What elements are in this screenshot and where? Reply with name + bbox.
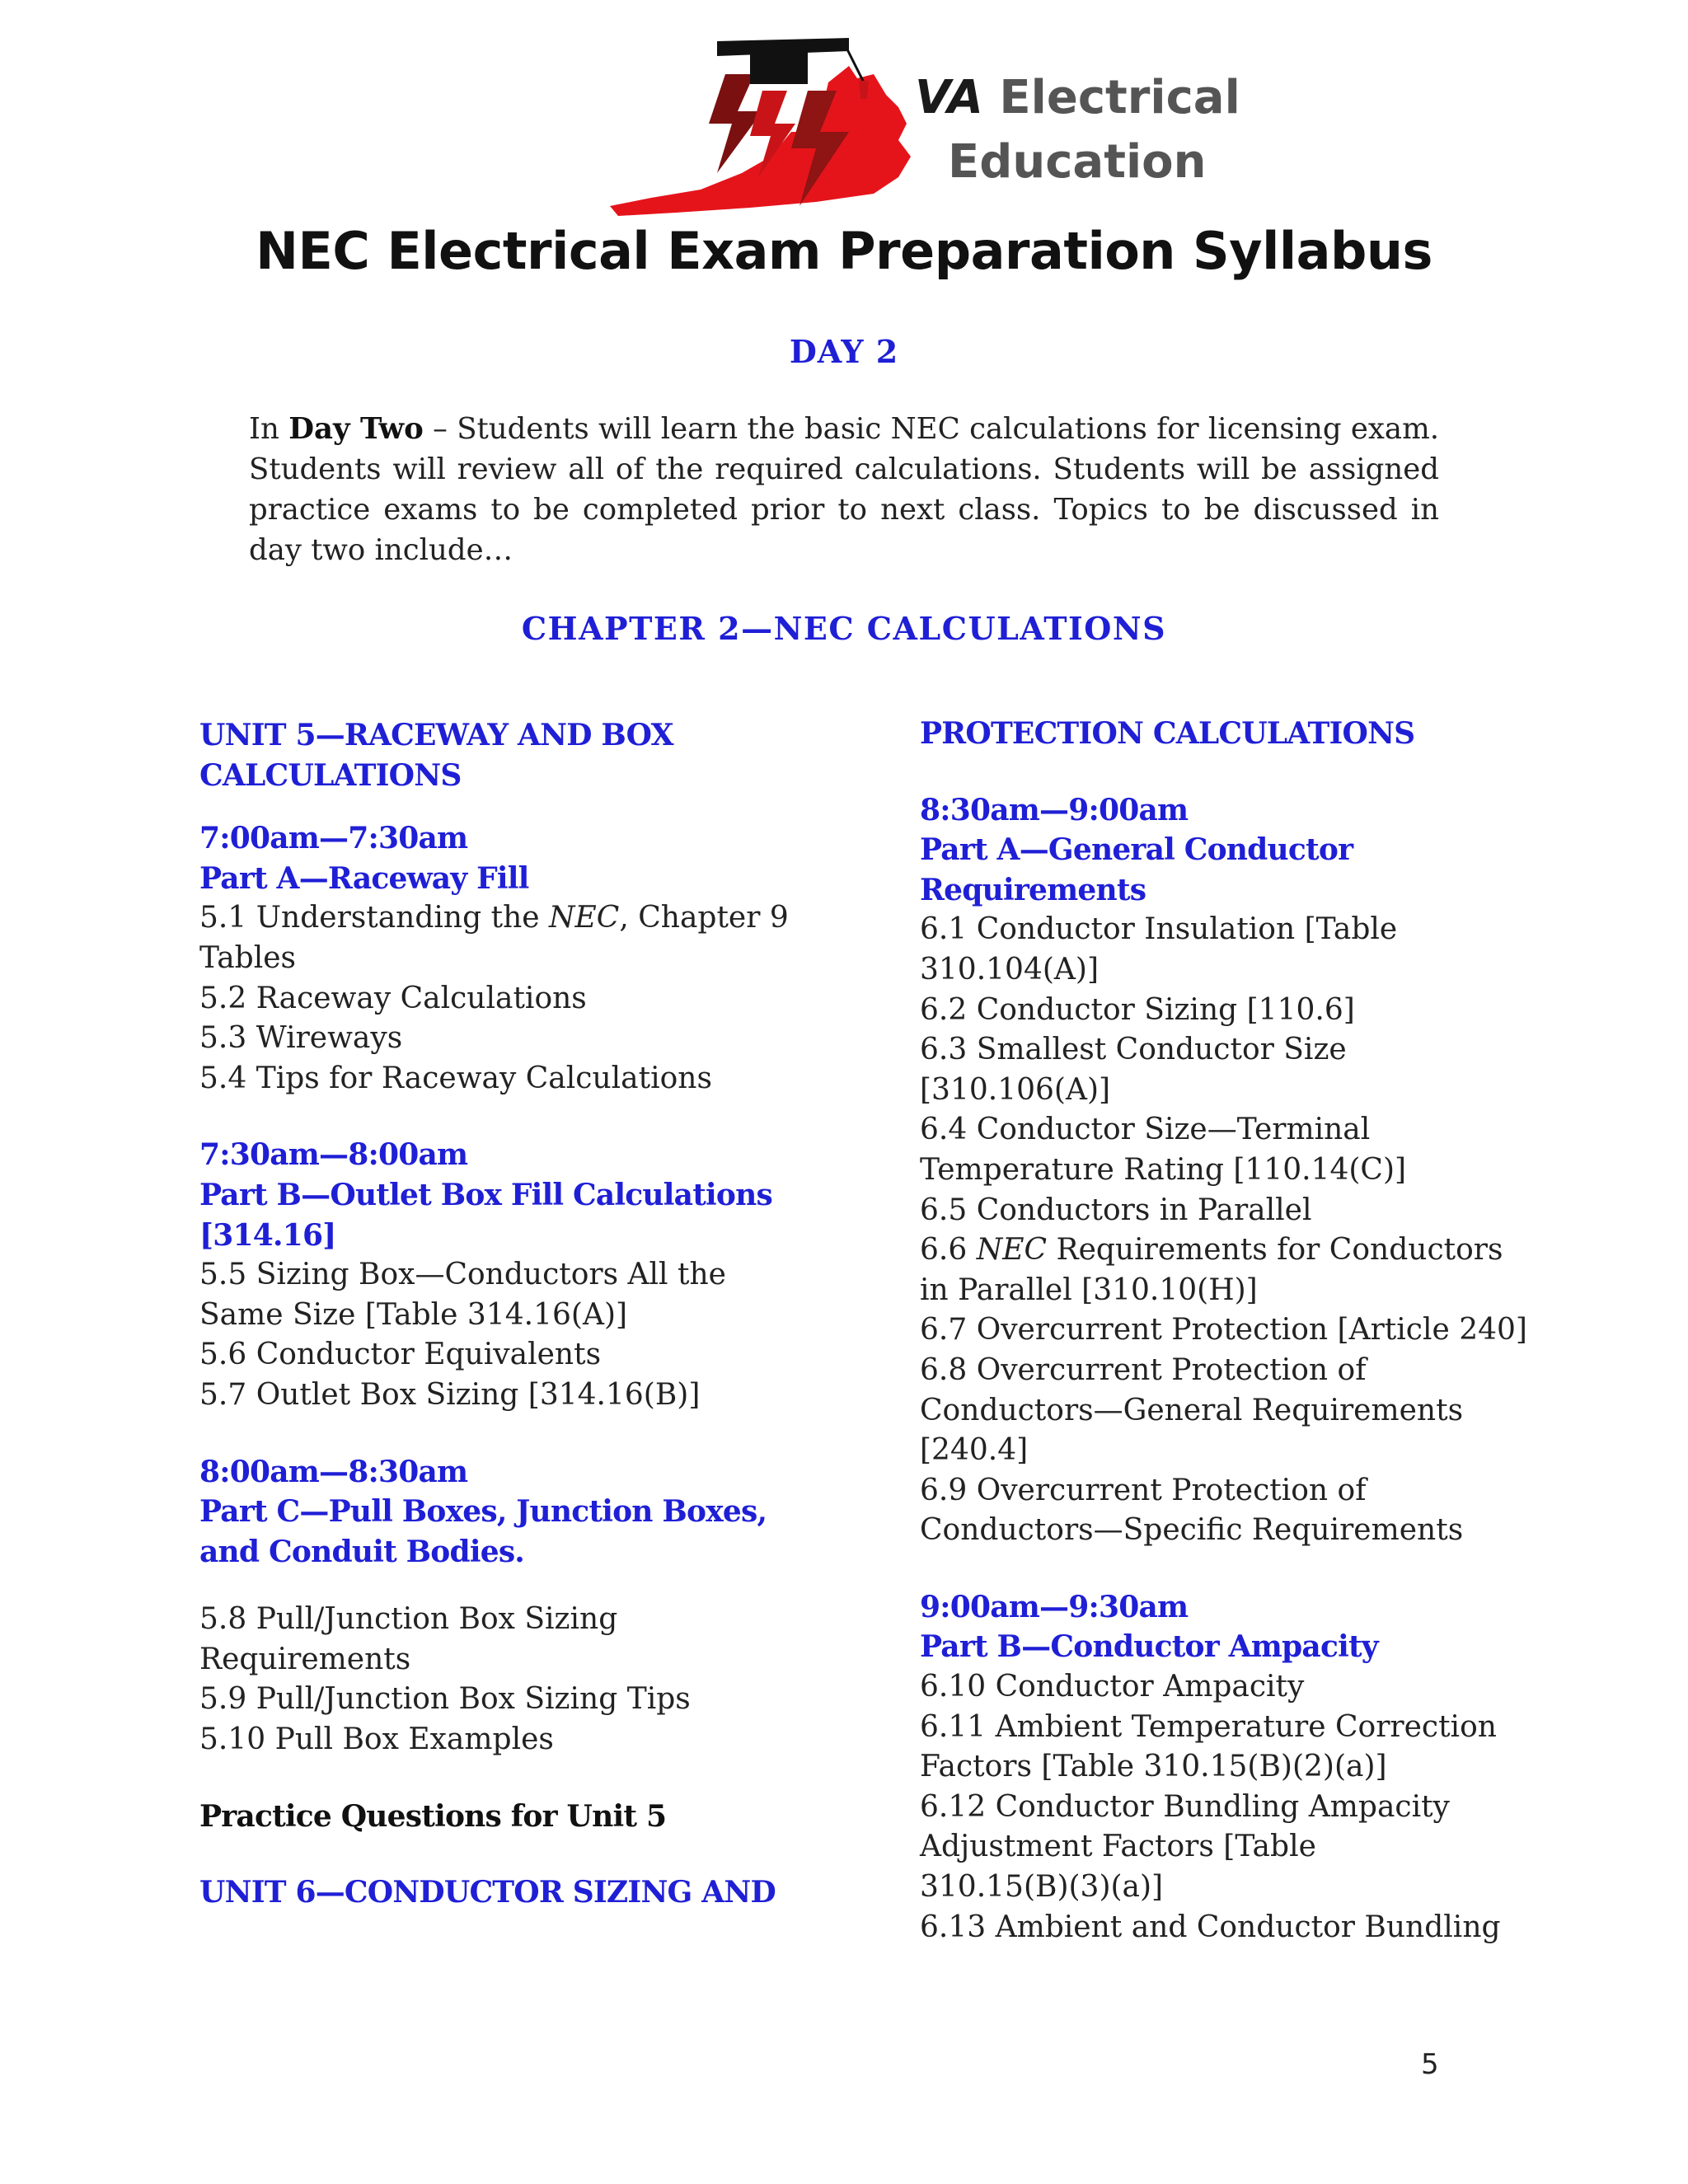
topic-5-1-em: NEC (549, 901, 620, 935)
unit5-heading-line1: UNIT 5—RACEWAY AND BOX (199, 718, 673, 752)
right-column (920, 714, 1554, 1947)
topic-6-5: 6.5 Conductors in Parallel (920, 1193, 1312, 1227)
topic-6-11-line2: Factors [Table 310.15(B)(2)(a)] (920, 1750, 1387, 1784)
topic-6-4: 6.4 Conductor Size—Terminal (920, 1113, 1371, 1147)
topic-5-1 (199, 898, 842, 939)
topic-5-2: 5.2 Raceway Calculations (199, 981, 587, 1015)
topic-6-6-pre: 6.6 (920, 1233, 977, 1268)
topic-5-1-line2: Tables (199, 940, 297, 975)
topic-6-12: 6.12 Conductor Bundling Ampacity (920, 1789, 1450, 1824)
unit5-heading-line2: CALCULATIONS (199, 757, 462, 793)
logo (602, 33, 1253, 247)
part-b-title-line2: [314.16] (199, 1217, 336, 1253)
logo-va: VA (915, 71, 983, 124)
topic-5-1-post: , Chapter 9 (619, 901, 789, 935)
intro-paragraph (249, 409, 1439, 570)
logo-text (915, 66, 1240, 194)
topic-5-1-pre: 5.1 Understanding the (199, 901, 550, 935)
topic-6-6 (920, 1230, 1554, 1271)
chapter-heading: CHAPTER 2—NEC CALCULATIONS (521, 610, 1167, 647)
topic-6-4-line2: Temperature Rating [110.14(C)] (920, 1152, 1407, 1187)
logo-line1: Electrical (999, 71, 1240, 124)
part-a-time-right: 8:30am—9:00am (920, 792, 1189, 827)
page-title: NEC Electrical Exam Preparation Syllabus (256, 221, 1432, 281)
topic-5-5: 5.5 Sizing Box—Conductors All the (199, 1258, 726, 1292)
topic-5-4: 5.4 Tips for Raceway Calculations (199, 1061, 712, 1095)
intro-pre: In (249, 412, 289, 446)
topic-6-8: 6.8 Overcurrent Protection of (920, 1352, 1367, 1387)
part-a-time: 7:00am—7:30am (199, 821, 468, 856)
topic-6-1-line2: 310.104(A)] (920, 952, 1100, 987)
topic-5-9: 5.9 Pull/Junction Box Sizing Tips (199, 1682, 691, 1717)
left-column (199, 715, 842, 1913)
topic-6-1: 6.1 Conductor Insulation [Table (920, 912, 1398, 947)
part-b-time: 7:30am—8:00am (199, 1137, 468, 1173)
topic-5-6: 5.6 Conductor Equivalents (199, 1338, 602, 1372)
intro-rest: – Students will learn the basic NEC calculations for licensing exam. Students will review all of the required calculations. Students will be assigned practice exams to be completed prior to next class. Topics to be discussed in day two include… (249, 412, 1440, 567)
topic-5-8: 5.8 Pull/Junction Box Sizing (199, 1602, 618, 1637)
topic-6-12-line3: 310.15(B)(3)(a)] (920, 1870, 1164, 1905)
part-c-title-line1: Part C—Pull Boxes, Junction Boxes, (199, 1494, 767, 1530)
topic-6-6-post: Requirements for Conductors (1047, 1233, 1503, 1268)
protection-heading: PROTECTION CALCULATIONS (920, 716, 1415, 751)
day-heading: DAY 2 (789, 333, 899, 370)
topic-6-8-line3: [240.4] (920, 1433, 1029, 1468)
topic-6-9: 6.9 Overcurrent Protection of (920, 1473, 1367, 1507)
practice-questions: Practice Questions for Unit 5 (199, 1798, 667, 1834)
topic-6-2: 6.2 Conductor Sizing [110.6] (920, 992, 1355, 1027)
part-c-title-line2: and Conduit Bodies. (199, 1534, 525, 1569)
topic-6-7: 6.7 Overcurrent Protection [Article 240] (920, 1313, 1527, 1347)
topic-6-11: 6.11 Ambient Temperature Correction (920, 1709, 1497, 1744)
unit6-heading: UNIT 6—CONDUCTOR SIZING AND (199, 1875, 776, 1910)
topic-6-12-line2: Adjustment Factors [Table (920, 1830, 1316, 1864)
topic-6-6-em: NEC (976, 1233, 1048, 1268)
topic-6-10: 6.10 Conductor Ampacity (920, 1670, 1305, 1704)
part-a-title: Part A—Raceway Fill (199, 860, 529, 896)
topic-6-8-line2: Conductors—General Requirements (920, 1393, 1464, 1427)
intro-bold: Day Two (288, 412, 424, 446)
topic-5-3: 5.3 Wireways (199, 1021, 403, 1056)
topic-5-5-line2: Same Size [Table 314.16(A)] (199, 1297, 628, 1332)
topic-5-7: 5.7 Outlet Box Sizing [314.16(B)] (199, 1377, 701, 1412)
topic-6-9-line2: Conductors—Specific Requirements (920, 1513, 1464, 1548)
part-b-time-right: 9:00am—9:30am (920, 1589, 1189, 1624)
part-a-title-right-line2: Requirements (920, 872, 1146, 907)
part-b-title-line1: Part B—Outlet Box Fill Calculations (199, 1177, 772, 1212)
topic-6-3-line2: [310.106(A)] (920, 1072, 1111, 1107)
part-b-title-right: Part B—Conductor Ampacity (920, 1629, 1378, 1665)
page-number: 5 (1421, 2048, 1439, 2081)
part-c-time: 8:00am—8:30am (199, 1454, 468, 1489)
topic-5-10: 5.10 Pull Box Examples (199, 1722, 554, 1757)
topic-6-6-line2: in Parallel [310.10(H)] (920, 1272, 1258, 1307)
part-a-title-right-line1: Part A—General Conductor (920, 832, 1353, 868)
logo-line2: Education (948, 135, 1207, 189)
topic-6-3: 6.3 Smallest Conductor Size (920, 1033, 1347, 1067)
topic-5-8-line2: Requirements (199, 1642, 411, 1676)
topic-6-13: 6.13 Ambient and Conductor Bundling (920, 1910, 1501, 1944)
